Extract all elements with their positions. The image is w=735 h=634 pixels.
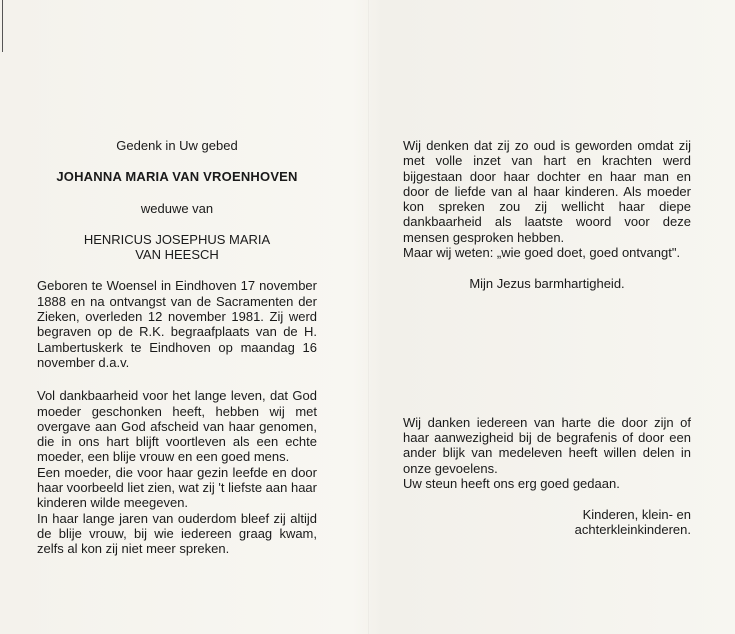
support-line: Uw steun heeft ons erg goed gedaan. xyxy=(403,475,620,491)
signature-line2: achterkleinkinderen. xyxy=(574,522,691,538)
signature-line1: Kinderen, klein- en xyxy=(582,507,691,523)
card-fold xyxy=(368,0,369,634)
widow-of-label: weduwe van xyxy=(140,200,214,216)
biography-paragraph: Geboren te Woensel in Eindhoven 17 november 1888 en na ontvangst van de Sacramenten der Zieken, overleden 12 november 1981. Zij werd begraven op de R.K. begraafplaats van de H. Lambertuskerk te Eindhoven op maandag 16 november d.a.v. xyxy=(37,278,317,370)
mother-paragraph: Een moeder, die voor haar gezin leefde en door haar voorbeeld liet zien, wat zij 't liefste aan haar kinderen wilde meegeven. xyxy=(37,464,317,511)
prayer-line: Mijn Jezus barmhartigheid. xyxy=(469,276,625,292)
prayer-header: Gedenk in Uw gebed xyxy=(116,138,238,153)
scan-edge-line xyxy=(2,0,3,52)
thanks-paragraph: Wij danken iedereen van harte die door zijn of haar aanwezigheid bij de begrafenis of door een ander blijk van medeleven heeft willen delen in onze gevoelens. xyxy=(403,414,691,476)
husband-name-line1: HENRICUS JOSEPHUS MARIA xyxy=(83,231,271,247)
quote-paragraph: Maar wij weten: „wie goed doet, goed ontvangt". xyxy=(403,245,681,261)
husband-name-line2: VAN HEESCH xyxy=(135,247,219,263)
old-age-paragraph: In haar lange jaren van ouderdom bleef zij altijd de blije vrouw, bij wie iedereen graag kwam, zelfs al kon zij niet meer spreken. xyxy=(37,510,317,557)
left-page xyxy=(37,138,317,557)
right-page xyxy=(403,138,691,538)
reflection-paragraph: Wij denken dat zij zo oud is geworden omdat zij met volle inzet van hart en krachten werd bijgestaan door haar dochter en haar man en door de liefde van al haar kinderen. Als moeder kon spreken zou zij wellicht haar diepe dankbaarheid als laatste woord voor deze mensen gesproken hebben. xyxy=(403,138,691,245)
gratitude-paragraph: Vol dankbaarheid voor het lange leven, dat God moeder geschonken heeft, hebben wij met overgave aan God afscheid van haar genomen, die in ons hart blijft voortleven als een echte moeder, een blije vrouw en een goed mens. xyxy=(37,388,317,465)
deceased-name: JOHANNA MARIA VAN VROENHOVEN xyxy=(56,169,298,185)
